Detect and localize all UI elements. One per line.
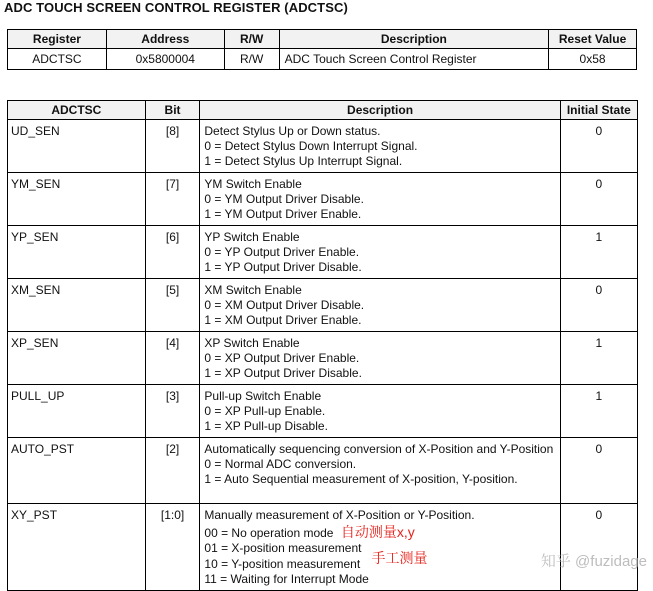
desc-line: 0 = Detect Stylus Down Interrupt Signal. — [204, 139, 418, 153]
desc-line: Automatically sequencing conversion of X-Position and Y-Position — [204, 442, 554, 456]
header-description: Description — [279, 30, 548, 49]
table-row — [8, 226, 638, 279]
table-row — [8, 279, 638, 332]
field-description — [200, 279, 560, 332]
desc-line-text: 10 = Y-position measurement — [204, 557, 361, 571]
field-bit: [7] — [145, 173, 200, 226]
desc-line: 1 = YM Output Driver Enable. — [204, 207, 362, 221]
field-description — [200, 226, 560, 279]
table-row — [8, 332, 638, 385]
header-register: Register — [8, 30, 107, 49]
field-name: XP_SEN — [8, 332, 146, 385]
field-name: UD_SEN — [8, 120, 146, 173]
desc-line-text: 00 = No operation mode — [204, 526, 334, 540]
header-rw: R/W — [224, 30, 279, 49]
bit-field-table — [7, 100, 638, 591]
table-row — [8, 504, 638, 591]
register-rw: R/W — [224, 49, 279, 70]
field-bit: [1:0] — [145, 504, 200, 591]
desc-line: YM Switch Enable — [204, 177, 302, 191]
field-bit: [4] — [145, 332, 200, 385]
field-bit: [3] — [145, 385, 200, 438]
page-title: ADC TOUCH SCREEN CONTROL REGISTER (ADCTSC) — [4, 0, 348, 15]
desc-line: 1 = YP Output Driver Disable. — [204, 260, 362, 274]
desc-line: Detect Stylus Up or Down status. — [204, 124, 381, 138]
desc-line: 0 = XM Output Driver Disable. — [204, 298, 365, 312]
header-reset-value: Reset Value — [549, 30, 637, 49]
register-reset-value: 0x58 — [549, 49, 637, 70]
desc-line: 01 = X-position measurement — [204, 541, 362, 555]
desc-line: 1 = XP Output Driver Disable. — [204, 366, 362, 380]
desc-line: 1 = XM Output Driver Enable. — [204, 313, 362, 327]
table-row — [8, 438, 638, 504]
desc-line: 0 = YM Output Driver Disable. — [204, 192, 364, 206]
watermark: 知乎 @fuzidage — [540, 553, 647, 570]
field-bit: [5] — [145, 279, 200, 332]
register-description: ADC Touch Screen Control Register — [279, 49, 548, 70]
field-name: XM_SEN — [8, 279, 146, 332]
field-initial-state: 0 — [560, 279, 637, 332]
field-description — [200, 173, 560, 226]
summary-header-row — [8, 30, 637, 49]
desc-line: XP Switch Enable — [204, 336, 300, 350]
field-bit: [6] — [145, 226, 200, 279]
field-name: YM_SEN — [8, 173, 146, 226]
field-bit: [2] — [145, 438, 200, 504]
desc-line: 11 = Waiting for Interrupt Mode — [204, 572, 369, 586]
field-initial-state: 1 — [560, 226, 637, 279]
desc-line: YP Switch Enable — [204, 230, 300, 244]
field-name: AUTO_PST — [8, 438, 146, 504]
desc-line — [204, 525, 559, 541]
desc-line: Manually measurement of X-Position or Y-Position. — [204, 508, 475, 522]
field-description — [200, 332, 560, 385]
register-name: ADCTSC — [8, 49, 107, 70]
desc-line: 0 = XP Pull-up Enable. — [204, 404, 326, 418]
desc-line: XM Switch Enable — [204, 283, 302, 297]
header-initial-state: Initial State — [560, 101, 637, 120]
register-summary-table — [7, 29, 637, 70]
desc-line: 1 = Auto Sequential measurement of X-position, Y-position. — [204, 472, 518, 486]
header-bit: Bit — [145, 101, 200, 120]
table-row — [8, 120, 638, 173]
annotation-auto-measure: 自动测量x,y — [340, 524, 415, 540]
field-description — [200, 385, 560, 438]
desc-line: 0 = XP Output Driver Enable. — [204, 351, 360, 365]
field-description — [200, 504, 560, 591]
field-bit: [8] — [145, 120, 200, 173]
desc-line: 1 = Detect Stylus Up Interrupt Signal. — [204, 154, 403, 168]
desc-line — [204, 550, 559, 572]
table-row — [8, 173, 638, 226]
desc-line: Pull-up Switch Enable — [204, 389, 322, 403]
header-field: ADCTSC — [8, 101, 146, 120]
table-row — [8, 385, 638, 438]
header-bit-description: Description — [200, 101, 560, 120]
field-initial-state: 0 — [560, 120, 637, 173]
field-initial-state: 0 — [560, 173, 637, 226]
field-name: YP_SEN — [8, 226, 146, 279]
header-address: Address — [106, 30, 224, 49]
annotation-manual-measure: 手工测量 — [371, 550, 428, 566]
field-initial-state: 1 — [560, 332, 637, 385]
desc-line: 0 = YP Output Driver Enable. — [204, 245, 360, 259]
desc-line: 1 = XP Pull-up Disable. — [204, 419, 328, 433]
register-address: 0x5800004 — [106, 49, 224, 70]
field-name: PULL_UP — [8, 385, 146, 438]
field-name: XY_PST — [8, 504, 146, 591]
field-initial-state: 0 — [560, 438, 637, 504]
field-description — [200, 438, 560, 504]
desc-line: 0 = Normal ADC conversion. — [204, 457, 357, 471]
bit-header-row — [8, 101, 638, 120]
summary-data-row — [8, 49, 637, 70]
field-initial-state: 1 — [560, 385, 637, 438]
field-initial-state: 0 — [560, 504, 637, 591]
field-description — [200, 120, 560, 173]
